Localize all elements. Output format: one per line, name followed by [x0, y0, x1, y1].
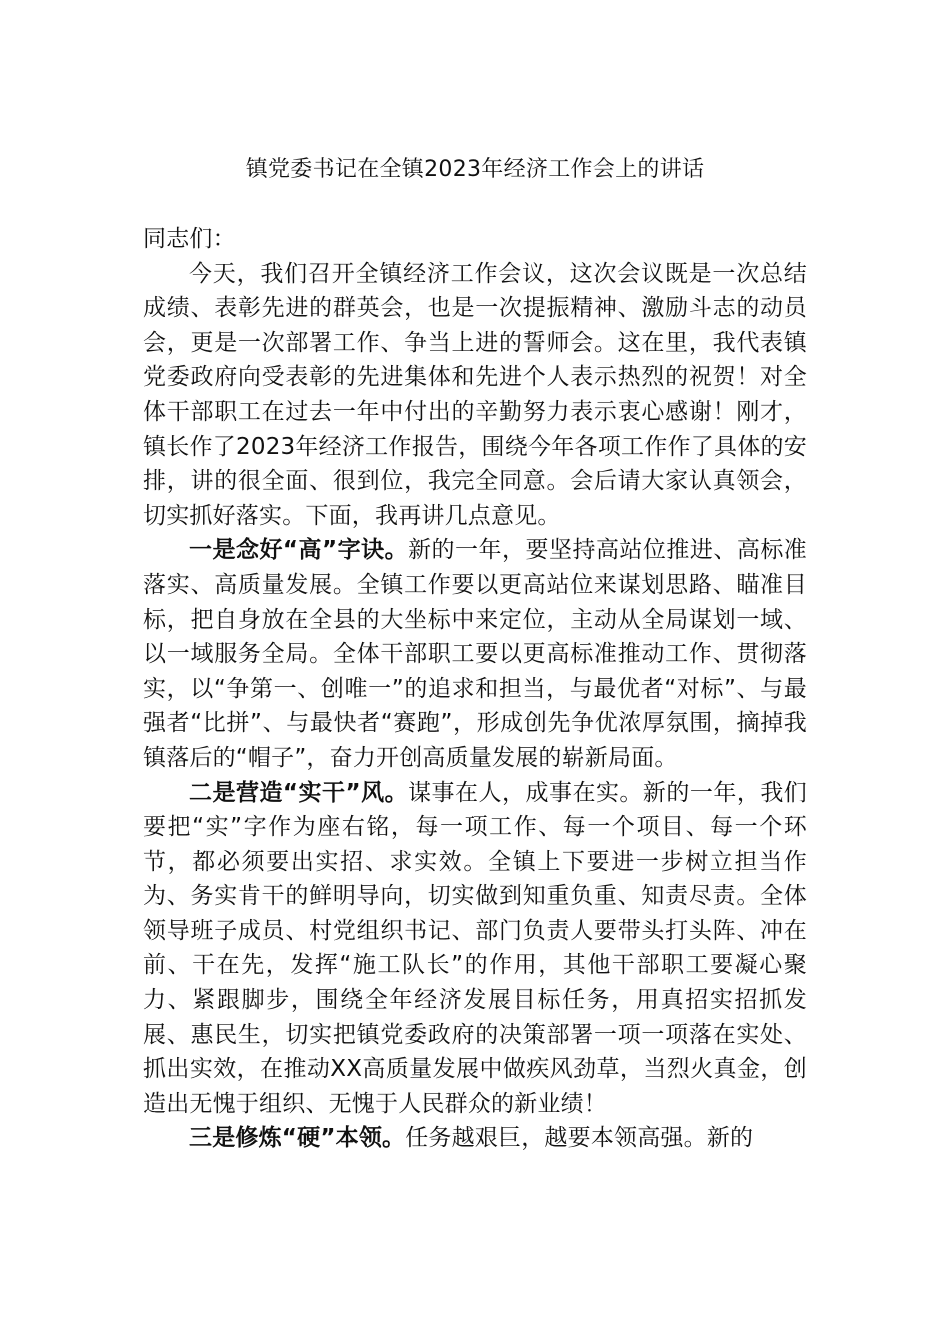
document-title: 镇党委书记在全镇2023年经济工作会上的讲话 [245, 157, 705, 182]
salutation: 同志们： [143, 226, 236, 252]
paragraph-text: 任务越艰巨，越要本领高强。新的 [405, 1125, 754, 1152]
paragraph-heading: 一是念好“高”字诀。 [189, 537, 409, 564]
document-body [143, 222, 807, 1156]
paragraph-text: 谋事在人，成事在实。新的一年，我们要把“实”字作为座右铭，每一项工作、每一个项目、每一个环节，都必须要出实招、求实效。全镇上下要进一步树立担当作为、务实肯干的鲜明导向，切实做到知重负重、知责尽责。全体领导班子成员、村党组织书记、部门负责人要带头打头阵、冲在前、干在先，发挥“施工队长”的作用，其他干部职工要凝心聚力、紧跟脚步，围绕全年经济发展目标任务，用真招实招抓发展、惠民生，切实把镇党委政府的决策部署一项一项落在实处、抓出实效，在推动XX高质量发展中做疾风劲草，当烈火真金，创造出无愧于组织、无愧于人民群众的新业绩！ [143, 779, 808, 1117]
paragraph-point-one [143, 533, 807, 775]
paragraph-text: 新的一年，要坚持高站位推进、高标准落实、高质量发展。全镇工作要以更高站位来谋划思路、瞄准目标，把自身放在全县的大坐标中来定位，主动从全局谋划一域、以一域服务全局。全体干部职工要以更高标准推动工作、贯彻落实，以“争第一、创唯一”的追求和担当，与最优者“对标”、与最强者“比拼”、与最快者“赛跑”，形成创先争优浓厚氛围，摘掉我镇落后的“帽子”，奋力开创高质量发展的崭新局面。 [143, 537, 808, 771]
paragraph-heading: 二是营造“实干”风。 [189, 779, 409, 806]
paragraph-heading: 三是修炼“硬”本领。 [189, 1125, 406, 1152]
paragraph-opening [143, 257, 807, 534]
paragraph-text: 今天，我们召开全镇经济工作会议，这次会议既是一次总结成绩、表彰先进的群英会，也是一次提振精神、激励斗志的动员会，更是一次部署工作、争当上进的誓师会。这在里，我代表镇党委政府向受表彰的先进集体和先进个人表示热烈的祝贺！对全体干部职工在过去一年中付出的辛勤努力表示衷心感谢！刚才，镇长作了2023年经济工作报告，围绕今年各项工作作了具体的安排，讲的很全面、很到位，我完全同意。会后请大家认真领会，切实抓好落实。下面，我再讲几点意见。 [143, 260, 807, 529]
paragraph-point-three [143, 1121, 807, 1156]
paragraph-point-two [143, 776, 807, 1122]
